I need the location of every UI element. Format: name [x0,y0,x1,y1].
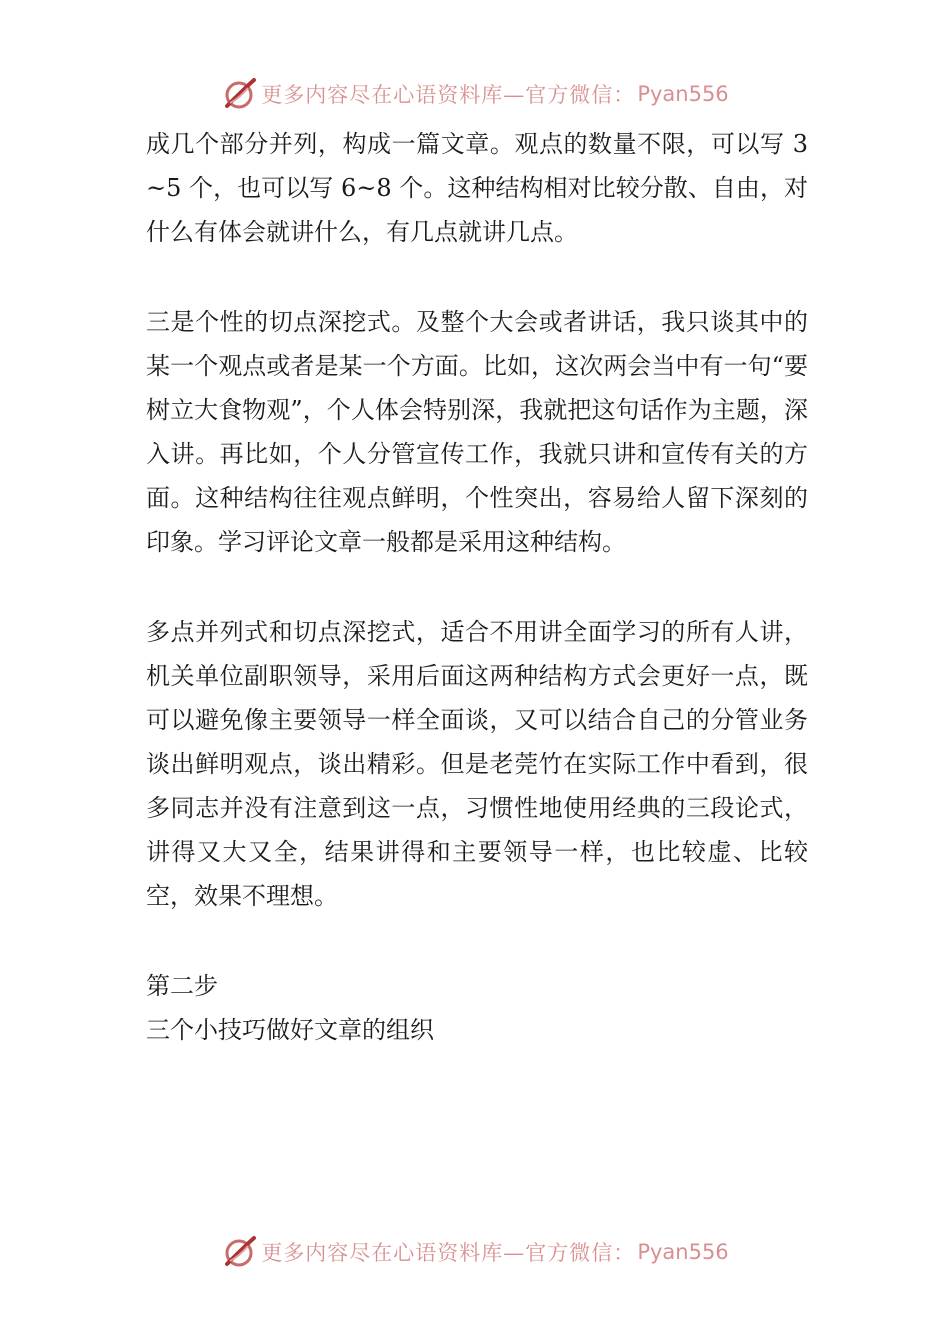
paragraph-2: 三是个性的切点深挖式。及整个大会或者讲话，我只谈其中的某一个观点或者是某一个方面。比如，这次两会当中有一句“要树立大食物观”，个人体会特别深，我就把这句话作为主题，深入讲。再比如，个人分管宣传工作，我就只讲和宣传有关的方面。这种结构往往观点鲜明，个性突出，容易给人留下深刻的印象。学习评论文章一般都是采用这种结构。 [146,308,808,556]
header-watermark [0,72,950,116]
document-body [146,122,808,1052]
paragraph-1: 成几个部分并列，构成一篇文章。观点的数量不限，可以写 3~5 个，也可以写 6~8 个。这种结构相对比较分散、自由，对什么有体会就讲什么，有几点就讲几点。 [146,130,808,246]
brush-logo-icon [221,1234,257,1270]
section-heading: 三个小技巧做好文章的组织 [146,1016,434,1044]
brush-logo-icon [221,76,257,112]
step-label: 第二步 [146,972,218,1000]
watermark-wechat-id: Pyan556 [637,82,729,106]
paragraph-3: 多点并列式和切点深挖式，适合不用讲全面学习的所有人讲，机关单位副职领导，采用后面这两种结构方式会更好一点，既可以避免像主要领导一样全面谈，又可以结合自己的分管业务谈出鲜明观点，谈出精彩。但是老莞竹在实际工作中看到，很多同志并没有注意到这一点，习惯性地使用经典的三段论式，讲得又大又全，结果讲得和主要领导一样，也比较虚、比较空，效果不理想。 [146,618,808,910]
footer-watermark [0,1230,950,1274]
watermark-wechat-id: Pyan556 [637,1240,729,1264]
watermark-text: 更多内容尽在心语资料库—官方微信： [261,1241,636,1265]
watermark-text: 更多内容尽在心语资料库—官方微信： [261,83,636,107]
